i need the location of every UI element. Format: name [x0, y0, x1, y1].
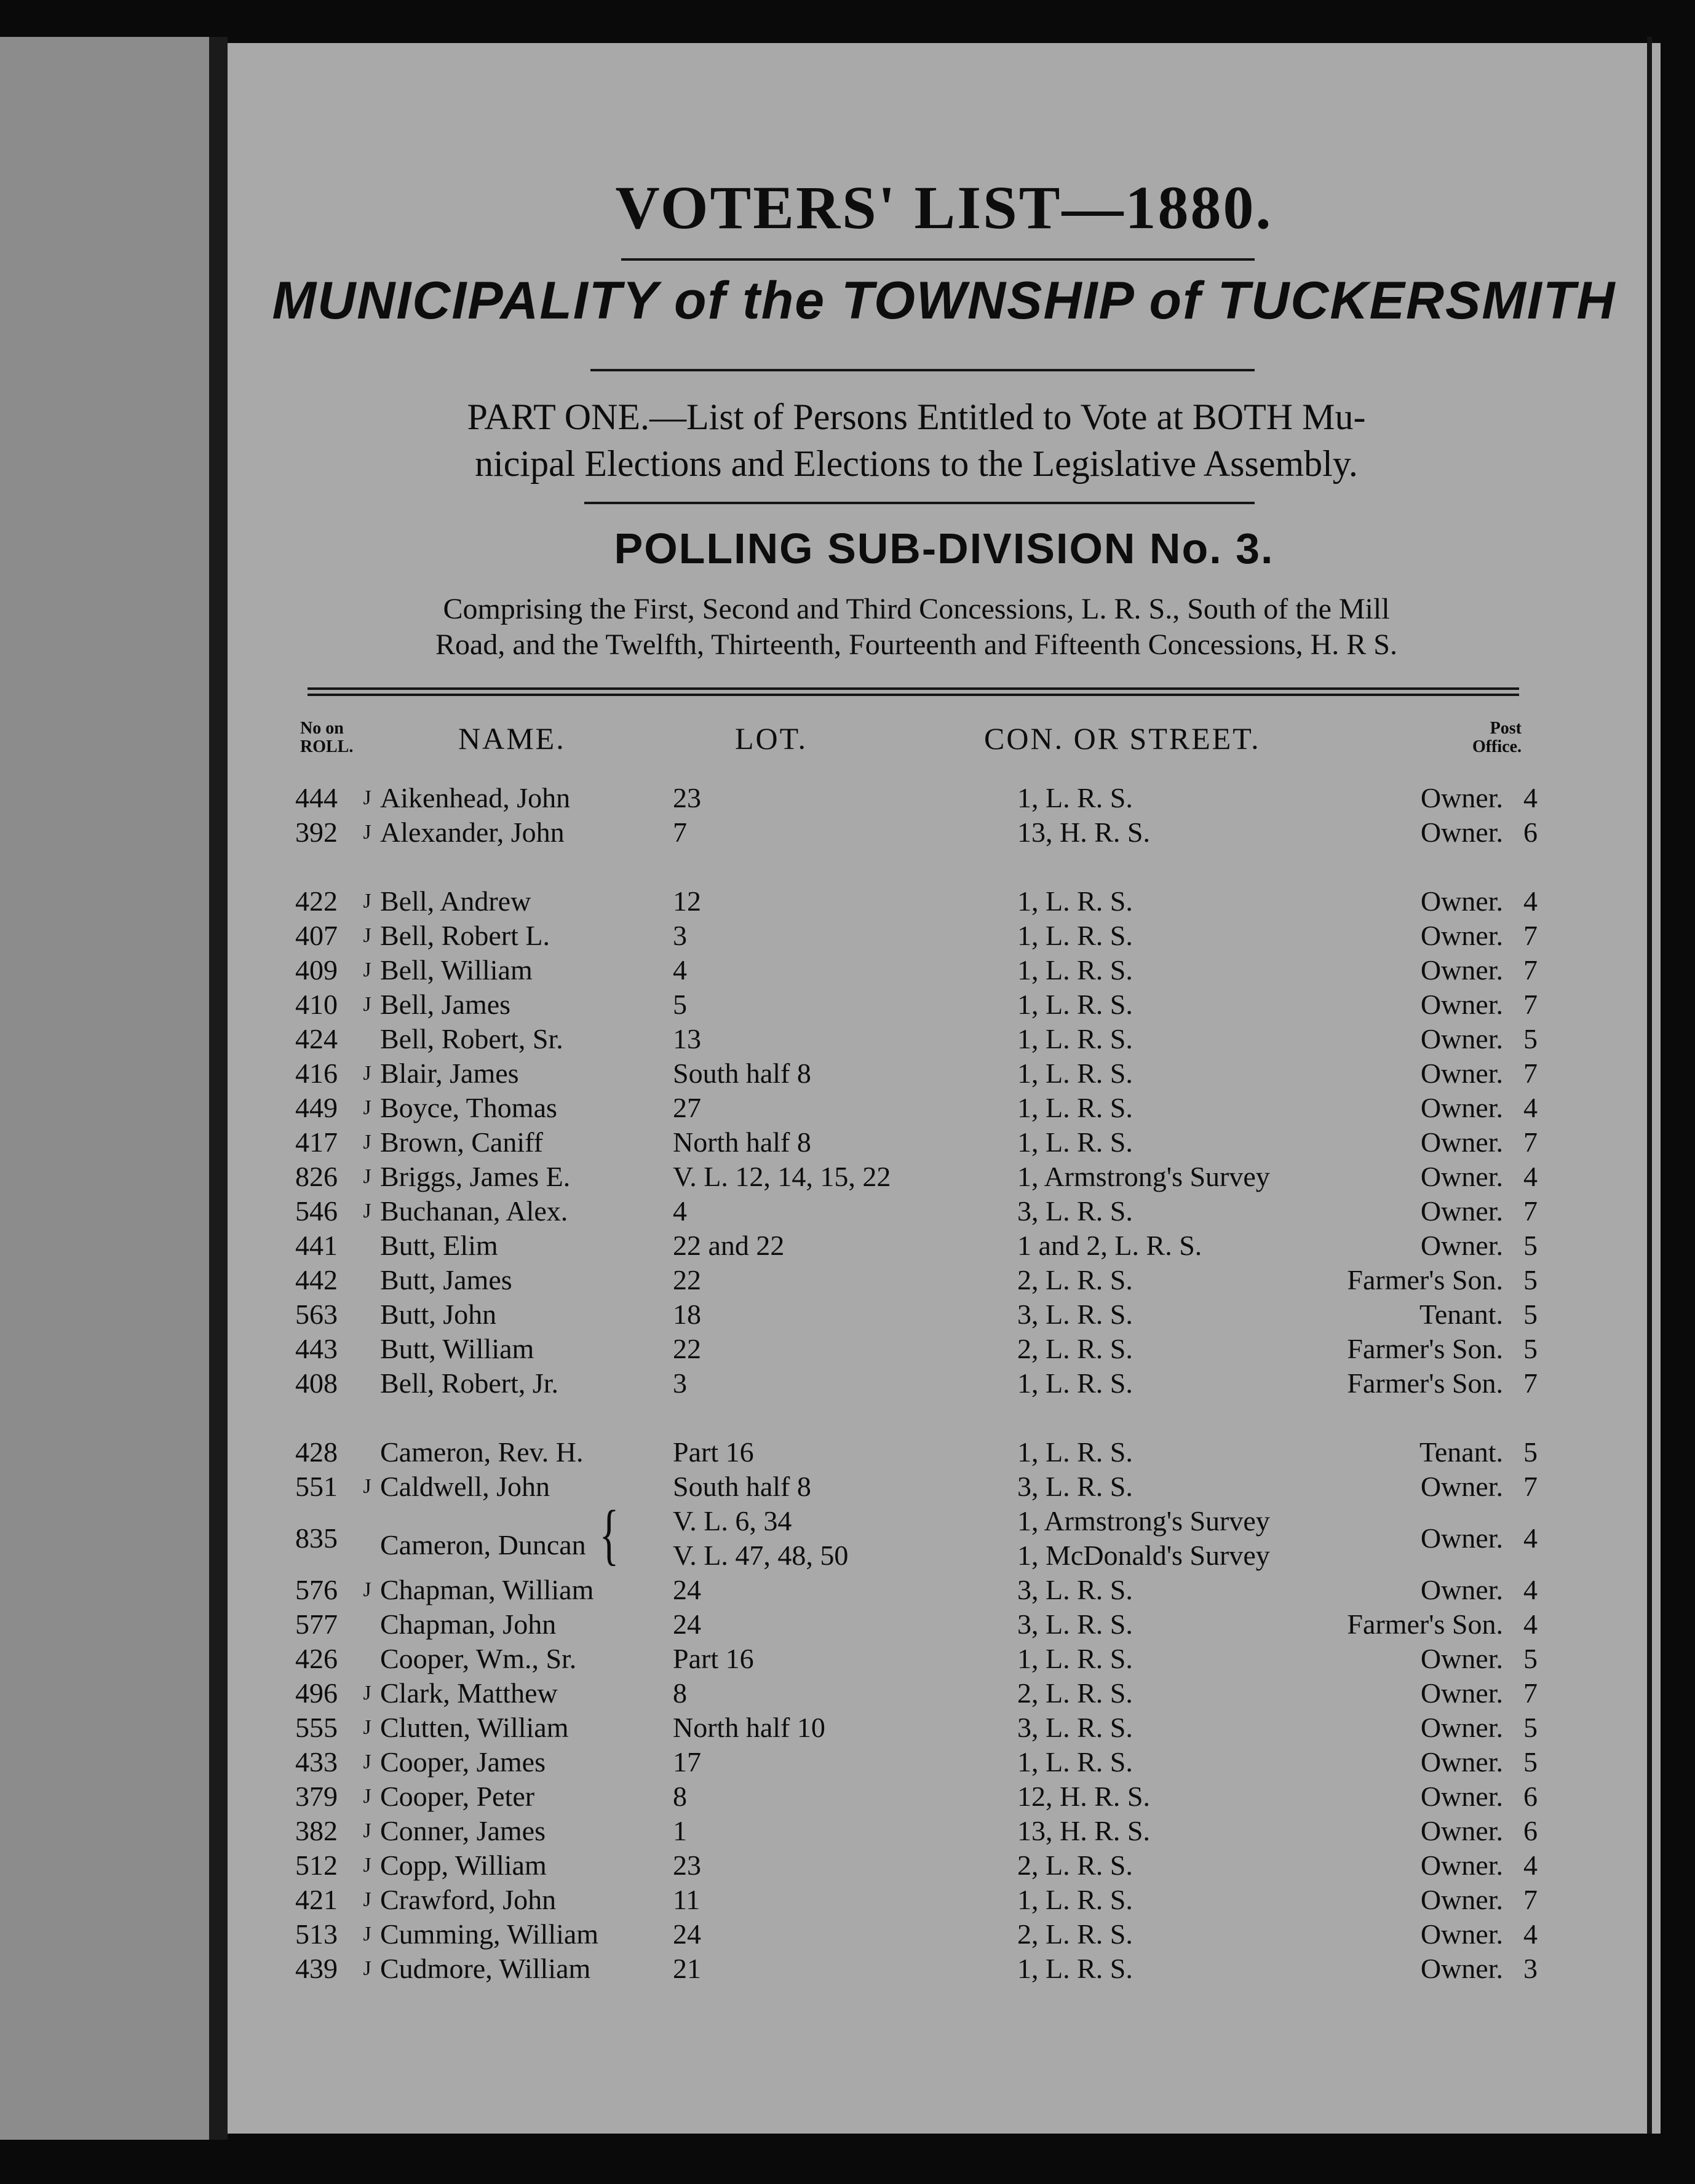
table-row [295, 815, 1538, 850]
roll-number: 426 [295, 1643, 338, 1674]
table-row [295, 1332, 1538, 1366]
post-office: 7 [1523, 989, 1538, 1020]
juror-mark: J [363, 1819, 371, 1842]
double-rule-bottom [308, 694, 1519, 696]
post-office: 4 [1523, 1161, 1538, 1192]
post-office: 7 [1523, 1884, 1538, 1915]
status: Owner. [1420, 1522, 1503, 1554]
voter-name: Crawford, John [380, 1884, 557, 1915]
roll-number: 382 [295, 1815, 338, 1846]
lot: 22 [673, 1333, 701, 1364]
lot: North half 10 [673, 1712, 825, 1743]
juror-mark: J [363, 1062, 371, 1085]
roll-number: 422 [295, 885, 338, 917]
voter-name: Conner, James [380, 1815, 546, 1846]
lot: 23 [673, 1850, 701, 1881]
voter-name: Bell, Robert, Sr. [380, 1023, 563, 1054]
status: Tenant. [1419, 1299, 1503, 1330]
concession: 1, L. R. S. [1017, 1643, 1133, 1674]
concession: 1, L. R. S. [1017, 1367, 1133, 1399]
post-office: 4 [1523, 1918, 1538, 1950]
post-office: 7 [1523, 1126, 1538, 1158]
comprising-description [301, 592, 1531, 663]
table-row [295, 1883, 1538, 1917]
table-row [295, 1711, 1538, 1745]
table-row [295, 1642, 1538, 1676]
juror-mark: J [363, 1716, 371, 1739]
roll-header-line-1: No on [300, 719, 344, 738]
concession: 2, L. R. S. [1017, 1918, 1133, 1950]
concession-line-1: 1, Armstrong's Survey [1017, 1505, 1270, 1537]
table-row [295, 1160, 1538, 1194]
concession-line-2: 1, McDonald's Survey [1017, 1540, 1270, 1571]
roll-number: 555 [295, 1712, 338, 1743]
voter-name: Butt, John [380, 1299, 497, 1330]
post-office: 3 [1523, 1953, 1538, 1984]
juror-mark: J [363, 1096, 371, 1119]
part-one-description [301, 394, 1531, 487]
juror-mark: J [363, 959, 371, 981]
lot: 4 [673, 1195, 687, 1227]
post-office: 5 [1523, 1230, 1538, 1261]
concession: 1, L. R. S. [1017, 1058, 1133, 1089]
lot: 24 [673, 1918, 701, 1950]
voter-name: Chapman, William [380, 1574, 594, 1605]
table-row [295, 1848, 1538, 1883]
status: Owner. [1420, 1230, 1503, 1261]
roll-number: 551 [295, 1471, 338, 1502]
roll-number: 513 [295, 1918, 338, 1950]
concession: 1, L. R. S. [1017, 1884, 1133, 1915]
concession [1017, 1504, 1337, 1573]
status: Owner. [1420, 1126, 1503, 1158]
voter-name: Cameron, Duncan [380, 1529, 586, 1561]
roll-number: 424 [295, 1023, 338, 1054]
lot: South half 8 [673, 1058, 811, 1089]
status: Owner. [1420, 954, 1503, 986]
column-header-post-office [1464, 719, 1522, 756]
part-one-line-2: nicipal Elections and Elections to the Legislative Assembly. [475, 443, 1358, 484]
post-office: 4 [1523, 1608, 1538, 1640]
concession: 1 and 2, L. R. S. [1017, 1230, 1202, 1261]
table-row [295, 1056, 1538, 1091]
status: Farmer's Son. [1347, 1367, 1503, 1399]
roll-number: 496 [295, 1677, 338, 1709]
municipality-divider [590, 369, 1255, 371]
lot: 1 [673, 1815, 687, 1846]
lot-line-1: V. L. 6, 34 [673, 1505, 792, 1537]
voter-name: Buchanan, Alex. [380, 1195, 568, 1227]
post-office: 7 [1523, 954, 1538, 986]
roll-number: 408 [295, 1367, 338, 1399]
juror-mark: J [363, 1785, 371, 1808]
table-row [295, 1263, 1538, 1297]
roll-number: 433 [295, 1746, 338, 1778]
comprising-line-1: Comprising the First, Second and Third Concessions, L. R. S., South of the Mill [443, 593, 1390, 625]
roll-number: 416 [295, 1058, 338, 1089]
juror-mark: J [363, 1165, 371, 1188]
post-office: 7 [1523, 1677, 1538, 1709]
concession: 1, L. R. S. [1017, 989, 1133, 1020]
status: Farmer's Son. [1347, 1264, 1503, 1296]
table-row [295, 919, 1538, 953]
lot: 5 [673, 989, 687, 1020]
juror-mark [354, 1332, 380, 1366]
post-office: 6 [1523, 1781, 1538, 1812]
status: Owner. [1420, 1058, 1503, 1089]
lot: 23 [673, 782, 701, 813]
juror-mark [354, 1607, 380, 1642]
lot: 12 [673, 885, 701, 917]
table-row [295, 1779, 1538, 1814]
post-office: 5 [1523, 1436, 1538, 1468]
voter-name: Cudmore, William [380, 1953, 591, 1984]
concession: 3, L. R. S. [1017, 1471, 1133, 1502]
lot: 3 [673, 1367, 687, 1399]
roll-number: 407 [295, 920, 338, 951]
status: Farmer's Son. [1347, 1333, 1503, 1364]
juror-mark: J [363, 1475, 371, 1498]
post-office: 4 [1523, 782, 1538, 813]
juror-mark [354, 1022, 380, 1056]
post-office: 5 [1523, 1264, 1538, 1296]
post-office: 7 [1523, 920, 1538, 951]
concession: 3, L. R. S. [1017, 1574, 1133, 1605]
juror-mark [354, 1642, 380, 1676]
juror-mark [354, 1297, 380, 1332]
post-office: 4 [1523, 1522, 1538, 1554]
roll-number: 441 [295, 1230, 338, 1261]
roll-number: 835 [295, 1522, 338, 1554]
table-row [295, 1917, 1538, 1952]
concession: 1, L. R. S. [1017, 1436, 1133, 1468]
voter-name-cell [380, 1497, 673, 1573]
concession: 1, L. R. S. [1017, 1953, 1133, 1984]
lot: 17 [673, 1746, 701, 1778]
table-row [295, 1297, 1538, 1332]
post-office: 6 [1523, 1815, 1538, 1846]
voter-name: Cameron, Rev. H. [380, 1436, 584, 1468]
lot: 13 [673, 1023, 701, 1054]
post-office: 7 [1523, 1058, 1538, 1089]
title-divider [621, 258, 1255, 261]
roll-number: 577 [295, 1608, 338, 1640]
juror-mark: J [363, 786, 371, 809]
voter-name: Clark, Matthew [380, 1677, 558, 1709]
lot: 22 [673, 1264, 701, 1296]
table-row [295, 1745, 1538, 1779]
voter-name: Briggs, James E. [380, 1161, 571, 1192]
concession: 1, L. R. S. [1017, 782, 1133, 813]
polling-subdivision-heading: POLLING SUB-DIVISION No. 3. [614, 524, 1274, 572]
lot: 8 [673, 1781, 687, 1812]
juror-mark: J [363, 924, 371, 947]
voter-name: Butt, James [380, 1264, 512, 1296]
voter-name: Butt, William [380, 1333, 534, 1364]
roll-header-line-2: ROLL. [300, 737, 354, 756]
voter-name: Cooper, Peter [380, 1781, 535, 1812]
lot: 24 [673, 1608, 701, 1640]
lot: 8 [673, 1677, 687, 1709]
post-office: 5 [1523, 1299, 1538, 1330]
status: Owner. [1420, 1161, 1503, 1192]
concession: 13, H. R. S. [1017, 1815, 1150, 1846]
post-office: 7 [1523, 1471, 1538, 1502]
page-edge-rule [1647, 37, 1652, 2134]
lot: 21 [673, 1953, 701, 1984]
roll-number: 421 [295, 1884, 338, 1915]
status: Owner. [1420, 1712, 1503, 1743]
roll-number: 409 [295, 954, 338, 986]
po-header-line-1: Post [1490, 719, 1522, 738]
table-row [295, 781, 1538, 815]
brace-glyph: { [599, 1497, 619, 1572]
concession: 12, H. R. S. [1017, 1781, 1150, 1812]
post-office: 6 [1523, 817, 1538, 848]
concession: 3, L. R. S. [1017, 1608, 1133, 1640]
post-office: 4 [1523, 1092, 1538, 1123]
status: Owner. [1420, 1815, 1503, 1846]
concession: 1, L. R. S. [1017, 954, 1133, 986]
voter-name: Cooper, James [380, 1746, 546, 1778]
status: Owner. [1420, 1574, 1503, 1605]
juror-mark: J [363, 821, 371, 844]
concession: 1, L. R. S. [1017, 1746, 1133, 1778]
lot: 24 [673, 1574, 701, 1605]
voter-name: Alexander, John [380, 817, 565, 848]
voter-name: Brown, Caniff [380, 1126, 543, 1158]
voter-name: Bell, Robert L. [380, 920, 550, 951]
table-row [295, 1194, 1538, 1228]
status: Owner. [1420, 1471, 1503, 1502]
voter-name: Bell, Robert, Jr. [380, 1367, 559, 1399]
status: Owner. [1420, 1023, 1503, 1054]
voter-name: Caldwell, John [380, 1471, 550, 1502]
table-row [295, 987, 1538, 1022]
roll-number: 379 [295, 1781, 338, 1812]
status: Owner. [1420, 1781, 1503, 1812]
part-one-line-1: PART ONE.—List of Persons Entitled to Vote at BOTH Mu- [467, 397, 1366, 437]
lot [673, 1504, 1017, 1573]
table-row [295, 1435, 1538, 1470]
status: Owner. [1420, 989, 1503, 1020]
lot: 7 [673, 817, 687, 848]
roll-number: 576 [295, 1574, 338, 1605]
post-office: 5 [1523, 1333, 1538, 1364]
concession: 1, Armstrong's Survey [1017, 1161, 1270, 1192]
comprising-line-2: Road, and the Twelfth, Thirteenth, Fourteenth and Fifteenth Concessions, H. R S. [435, 628, 1397, 661]
juror-mark: J [363, 1888, 371, 1911]
roll-number: 439 [295, 1953, 338, 1984]
status: Owner. [1420, 920, 1503, 951]
juror-mark: J [363, 1957, 371, 1980]
concession: 2, L. R. S. [1017, 1333, 1133, 1364]
juror-mark [354, 1435, 380, 1470]
status: Owner. [1420, 1092, 1503, 1123]
table-row [295, 953, 1538, 987]
voter-name: Butt, Elim [380, 1230, 498, 1261]
concession: 3, L. R. S. [1017, 1195, 1133, 1227]
concession: 2, L. R. S. [1017, 1850, 1133, 1881]
page-title: VOTERS' LIST—1880. [615, 173, 1273, 242]
lot-line-2: V. L. 47, 48, 50 [673, 1540, 849, 1571]
post-office: 7 [1523, 1195, 1538, 1227]
roll-number: 410 [295, 989, 338, 1020]
table-row [295, 1814, 1538, 1848]
lot: Part 16 [673, 1643, 754, 1674]
voter-name: Cumming, William [380, 1918, 599, 1950]
juror-mark: J [363, 1578, 371, 1601]
status: Owner. [1420, 885, 1503, 917]
voter-name: Cooper, Wm., Sr. [380, 1643, 577, 1674]
lot: 18 [673, 1299, 701, 1330]
table-row [295, 1366, 1538, 1401]
table-row [295, 884, 1538, 919]
concession: 3, L. R. S. [1017, 1712, 1133, 1743]
juror-mark: J [363, 993, 371, 1016]
po-header-line-2: Office. [1472, 737, 1522, 756]
voter-name: Blair, James [380, 1058, 519, 1089]
status: Tenant. [1419, 1436, 1503, 1468]
lot: 3 [673, 920, 687, 951]
section-gap [295, 850, 1538, 884]
roll-number: 392 [295, 817, 338, 848]
status: Farmer's Son. [1347, 1608, 1503, 1640]
column-header-con: CON. OR STREET. [984, 721, 1261, 756]
concession: 1, L. R. S. [1017, 920, 1133, 951]
voter-name: Clutten, William [380, 1712, 569, 1743]
part-divider [584, 502, 1255, 504]
lot: 11 [673, 1884, 701, 1915]
roll-number: 428 [295, 1436, 338, 1468]
voter-name: Boyce, Thomas [380, 1092, 557, 1123]
lot: 27 [673, 1092, 701, 1123]
table-row [295, 1607, 1538, 1642]
status: Owner. [1420, 1677, 1503, 1709]
juror-mark [354, 1504, 380, 1573]
status: Owner. [1420, 1195, 1503, 1227]
post-office: 5 [1523, 1746, 1538, 1778]
status: Owner. [1420, 1746, 1503, 1778]
table-row [295, 1470, 1538, 1504]
voter-name: Bell, William [380, 954, 533, 986]
juror-mark: J [363, 1131, 371, 1153]
juror-mark: J [363, 1854, 371, 1877]
status: Owner. [1420, 1643, 1503, 1674]
roll-number: 563 [295, 1299, 338, 1330]
post-office: 4 [1523, 885, 1538, 917]
table-row [295, 1676, 1538, 1711]
table-row [295, 1125, 1538, 1160]
post-office: 5 [1523, 1023, 1538, 1054]
concession: 13, H. R. S. [1017, 817, 1150, 848]
table-row [295, 1504, 1538, 1573]
status: Owner. [1420, 1953, 1503, 1984]
juror-mark: J [363, 1923, 371, 1945]
table-row [295, 1228, 1538, 1263]
roll-number: 417 [295, 1126, 338, 1158]
voter-name: Bell, Andrew [380, 885, 531, 917]
roll-number: 546 [295, 1195, 338, 1227]
post-office: 4 [1523, 1574, 1538, 1605]
juror-mark: J [363, 1751, 371, 1773]
table-row [295, 1573, 1538, 1607]
roll-number: 512 [295, 1850, 338, 1881]
lot: South half 8 [673, 1471, 811, 1502]
lot: V. L. 12, 14, 15, 22 [673, 1161, 891, 1192]
roll-number: 444 [295, 782, 338, 813]
column-header-name: NAME. [458, 721, 566, 756]
concession: 2, L. R. S. [1017, 1264, 1133, 1296]
post-office: 7 [1523, 1367, 1538, 1399]
post-office: 5 [1523, 1643, 1538, 1674]
double-rule-top [308, 687, 1519, 690]
concession: 2, L. R. S. [1017, 1677, 1133, 1709]
juror-mark [354, 1228, 380, 1263]
status: Owner. [1420, 817, 1503, 848]
juror-mark: J [363, 890, 371, 912]
concession: 1, L. R. S. [1017, 1092, 1133, 1123]
table-row [295, 1091, 1538, 1125]
lot: Part 16 [673, 1436, 754, 1468]
juror-mark: J [363, 1200, 371, 1222]
concession: 1, L. R. S. [1017, 1126, 1133, 1158]
left-adjacent-page [0, 37, 209, 2140]
column-header-roll [300, 719, 353, 756]
lot: North half 8 [673, 1126, 811, 1158]
voter-name: Copp, William [380, 1850, 547, 1881]
binding-spine [209, 37, 228, 2140]
juror-mark: J [363, 1682, 371, 1704]
lot: 4 [673, 954, 687, 986]
status: Owner. [1420, 1918, 1503, 1950]
table-row [295, 1952, 1538, 1986]
voter-name: Aikenhead, John [380, 782, 571, 813]
status: Owner. [1420, 1850, 1503, 1881]
lot: 22 and 22 [673, 1230, 785, 1261]
table-row [295, 1022, 1538, 1056]
municipality-heading: MUNICIPALITY of the TOWNSHIP of TUCKERSMITH [272, 271, 1616, 330]
juror-mark [354, 1366, 380, 1401]
status: Owner. [1420, 1884, 1503, 1915]
concession: 1, L. R. S. [1017, 885, 1133, 917]
voter-name: Bell, James [380, 989, 511, 1020]
section-gap [295, 1401, 1538, 1435]
column-header-lot: LOT. [735, 721, 808, 756]
roll-number: 443 [295, 1333, 338, 1364]
status: Owner. [1420, 782, 1503, 813]
voters-table [295, 781, 1538, 1986]
roll-number: 826 [295, 1161, 338, 1192]
roll-number: 442 [295, 1264, 338, 1296]
concession: 1, L. R. S. [1017, 1023, 1133, 1054]
roll-number: 449 [295, 1092, 338, 1123]
post-office: 4 [1523, 1850, 1538, 1881]
voter-name: Chapman, John [380, 1608, 557, 1640]
concession: 3, L. R. S. [1017, 1299, 1133, 1330]
juror-mark [354, 1263, 380, 1297]
post-office: 5 [1523, 1712, 1538, 1743]
